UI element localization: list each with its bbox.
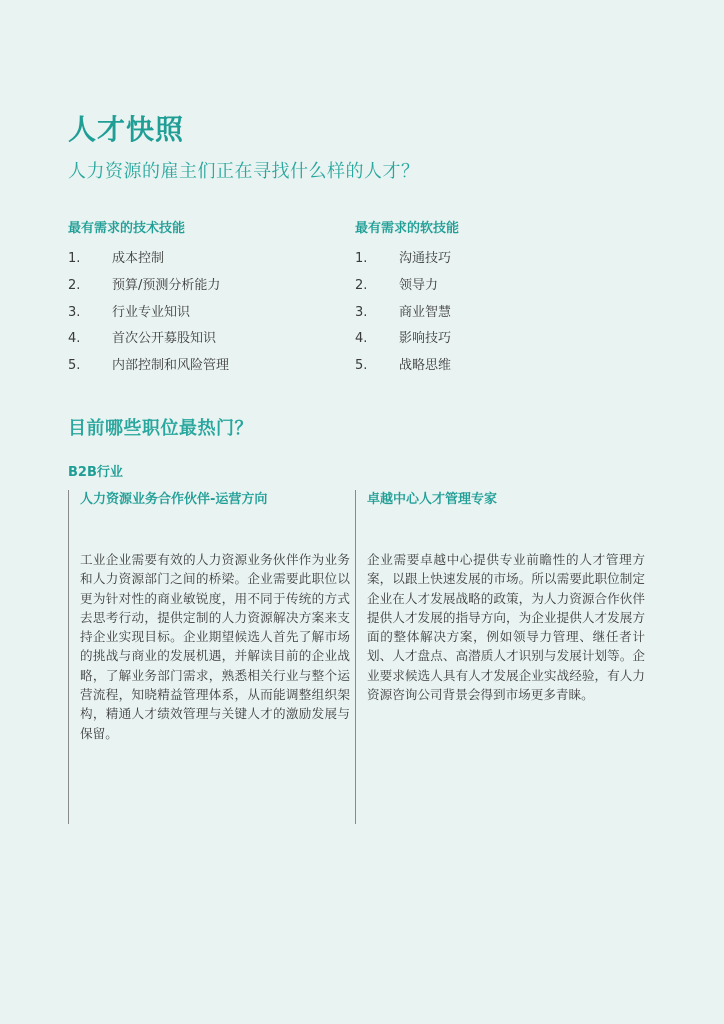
role-card-hrbp: [68, 490, 350, 824]
page-title: 人才快照: [68, 113, 185, 146]
list-item-label: 影响技巧: [399, 331, 452, 347]
list-number: 2.: [68, 277, 81, 293]
list-item-label: 首次公开募股知识: [112, 331, 217, 347]
list-item-label: 预算/预测分析能力: [112, 277, 221, 293]
list-number: 4.: [68, 331, 81, 347]
list-item: [68, 300, 368, 327]
list-number: 3.: [68, 304, 81, 320]
list-number: 2.: [355, 277, 368, 293]
list-number: 5.: [355, 358, 368, 374]
list-number: 5.: [68, 358, 81, 374]
list-item: [355, 246, 655, 273]
list-item: [68, 273, 368, 300]
list-item: [355, 353, 655, 380]
list-item-label: 成本控制: [112, 251, 165, 266]
role-description: 企业需要卓越中心提供专业前瞻性的人才管理方案，以跟上快速发展的市场。所以需要此职位制定企业在人才发展战略的政策，为人力资源合作伙伴提供人才发展的指导方向，为企业提供人才发展方面的整体解决方案，例如领导力管理、继任者计划、人才盘点、高潜质人才识别与发展计划等。企业要求候选人具有人才发展企业实战经验，有人力资源咨询公司背景会得到市场更多青睐。: [367, 552, 645, 703]
list-item: [68, 326, 368, 353]
list-item: [355, 273, 655, 300]
soft-skills-list: [355, 246, 655, 380]
technical-skills-heading: 最有需求的技术技能: [68, 221, 186, 236]
list-item-label: 行业专业知识: [112, 304, 191, 320]
list-number: 1.: [68, 251, 81, 266]
list-item: [355, 326, 655, 353]
list-item: [68, 246, 368, 273]
list-number: 1.: [355, 251, 368, 266]
role-title: 人力资源业务合作伙伴-运营方向: [80, 492, 268, 507]
list-item-label: 沟通技巧: [399, 251, 452, 266]
list-number: 4.: [355, 331, 368, 347]
hot-positions-title: 目前哪些职位最热门？: [68, 418, 253, 439]
soft-skills-heading: 最有需求的软技能: [355, 221, 460, 236]
list-item-label: 商业智慧: [399, 304, 452, 320]
list-item-label: 战略思维: [399, 358, 452, 374]
list-item-label: 领导力: [399, 277, 439, 293]
technical-skills-section: [68, 220, 368, 380]
list-item-label: 内部控制和风险管理: [112, 358, 230, 374]
list-number: 3.: [355, 304, 368, 320]
page-subtitle: 人力资源的雇主们正在寻找什么样的人才？: [68, 161, 420, 182]
role-title: 卓越中心人才管理专家: [367, 492, 498, 507]
technical-skills-list: [68, 246, 368, 380]
role-card-coe-talent: [355, 490, 645, 824]
soft-skills-section: [355, 220, 655, 380]
role-description: 工业企业需要有效的人力资源业务伙伴作为业务和人力资源部门之间的桥梁。企业需要此职位以更为针对性的商业敏锐度，用不同于传统的方式去思考行动，提供定制的人力资源解决方案来支持企业实现目标。企业期望候选人首先了解市场的挑战与商业的发展机遇，并解读目前的企业战略，了解业务部门需求，熟悉相关行业与整个运营流程，知晓精益管理体系，从而能调整组织架构，精通人才绩效管理与关键人才的激励发展与保留。: [80, 552, 350, 741]
industry-label: B2B行业: [68, 465, 123, 480]
list-item: [68, 353, 368, 380]
list-item: [355, 300, 655, 327]
